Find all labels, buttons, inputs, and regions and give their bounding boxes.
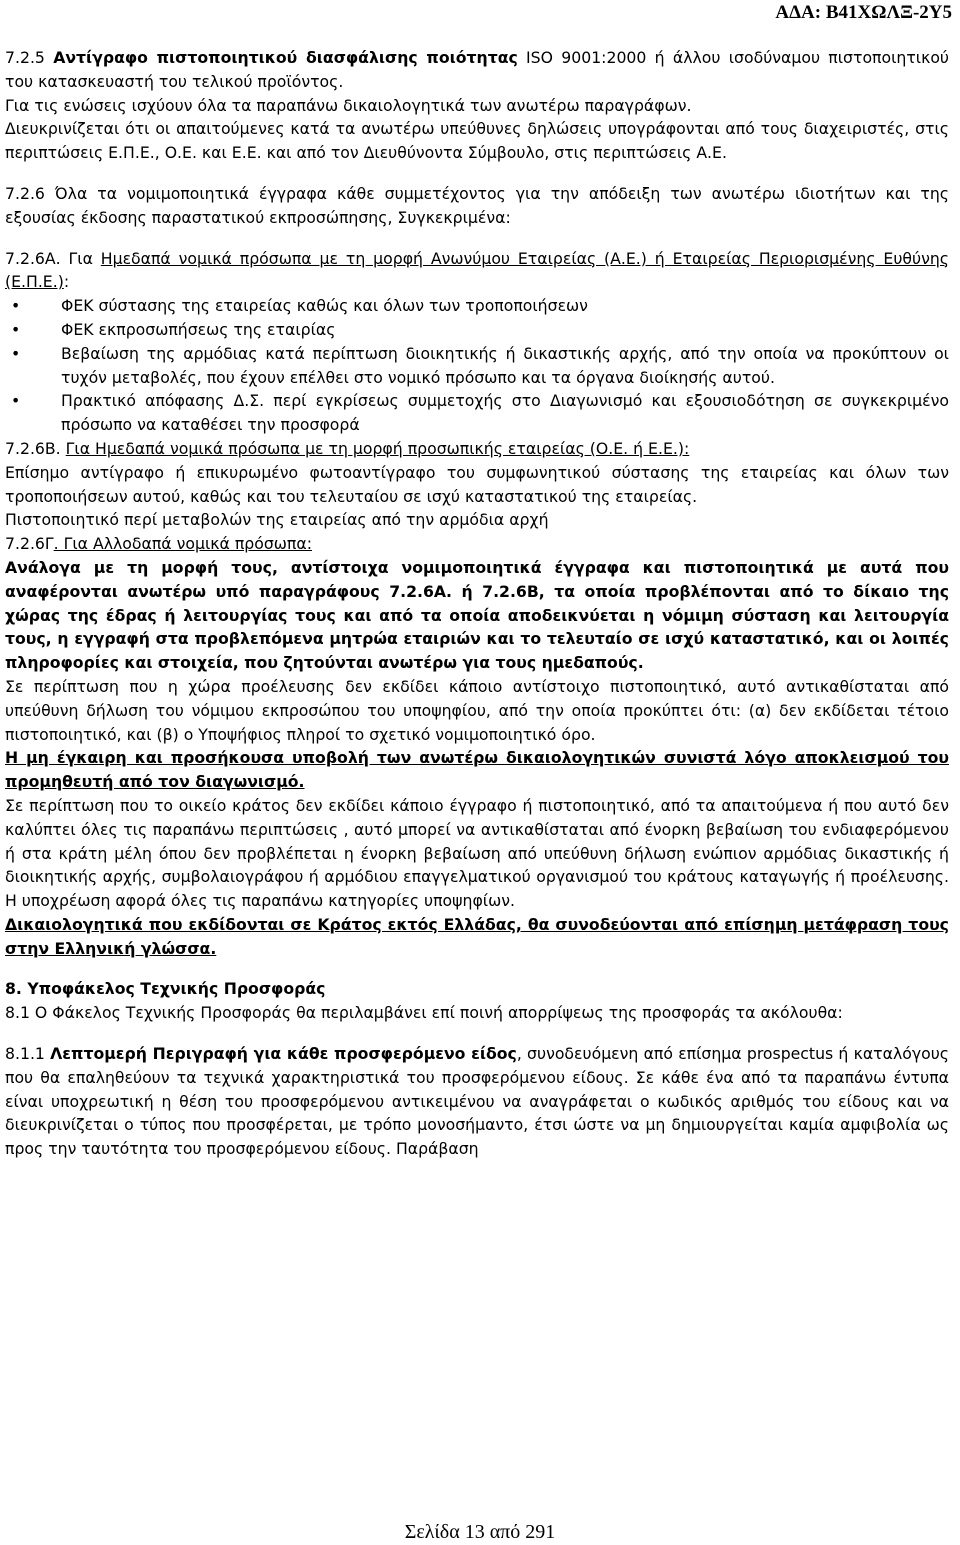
paragraph-no-certificate: Σε περίπτωση που η χώρα προέλευσης δεν εκδίδει κάποιο αντίστοιχο πιστοποιητικό, αυτό αντικαθίσταται από υπεύθυνη δήλωση του νόμιμου εκπροσώπου του υποψηφίου, από την οποία προκύπτει ότι: (α) δεν εκδίδεται τέτοιο πιστοποιητικό, και (β) ο Υποψήφιος πληροί το σχετικό νομιμοποιητικό όρο. [5, 676, 949, 744]
section-7-2-6a [5, 247, 949, 295]
exclusion-warning: Η μη έγκαιρη και προσήκουσα υποβολή των ανωτέρω δικαιολογητικών συνιστά λόγο αποκλεισμού του προμηθευτή από τον διαγωνισμό. [5, 748, 949, 792]
list-item: • Πρακτικό απόφασης Δ.Σ. περί εγκρίσεως συμμετοχής στο Διαγωνισμό και εξουσιοδότηση σε συγκεκριμένο πρόσωπο να καταθέσει την προσφορά [5, 389, 949, 437]
translation-requirement: Δικαιολογητικά που εκδίδονται σε Κράτος εκτός Ελλάδας, θα συνοδεύονται από επίσημη μετάφραση τους στην Ελληνική γλώσσα. [5, 914, 949, 958]
paragraph-foreign-entities: Ανάλογα με τη μορφή τους, αντίστοιχα νομιμοποιητικά έγγραφα και πιστοποιητικά με αυτά που αναφέρονται ανωτέρω υπό παραγράφους 7.2.6Α. ή 7.2.6Β, τα οποία προβλέπονται από το δίκαιο της χώρας της έδρας ή λειτουργίας τους και από τα οποία αποδεικνύεται η νόμιμη σύσταση και λειτουργία τους, η εγγραφή στα προβλεπόμενα μητρώα εταιριών και το τελευταίο σε ισχύ καταστατικό, και οι λοιπές πληροφορίες και στοιχεία, που ζητούνται ανωτέρω για τους ημεδαπούς. [5, 557, 949, 673]
paragraph-changes-certificate: Πιστοποιητικό περί μεταβολών της εταιρείας από την αρμόδια αρχή [5, 510, 549, 530]
section-number: 7.2.5 [5, 48, 54, 67]
section-text: ISO 9001:2000 ή άλλου ισοδύναμου πιστοποιητικού του κατασκευαστή του τελικού προϊόντος. [5, 48, 950, 91]
section-7-2-6g [5, 532, 949, 556]
ada-code: ΑΔΑ: Β41ΧΩΛΞ-2Υ5 [775, 2, 952, 23]
list-item: • Βεβαίωση της αρμόδιας κατά περίπτωση διοικητικής ή δικαστικής αρχής, από την οποία να προκύπτουν οι τυχόν μεταβολές, που έχουν επέλθει στο νομικό πρόσωπο και τα όργανα διοίκησής αυτού. [5, 342, 949, 390]
section-prefix: 7.2.6Α. Για [5, 248, 101, 268]
list-item: • ΦΕΚ σύστασης της εταιρείας καθώς και όλων των τροποποιήσεων [5, 294, 949, 318]
section-8-title: 8. Υποφάκελος Τεχνικής Προσφοράς [5, 979, 326, 999]
section-prefix: 7.2.6Γ [5, 534, 54, 554]
section-heading: Λεπτομερή Περιγραφή για κάθε προσφερόμενο είδος [50, 1044, 517, 1064]
section-prefix: 7.2.6Β. [5, 438, 66, 458]
requirements-list [5, 294, 949, 437]
section-7-2-6b [5, 437, 949, 461]
section-suffix: : [63, 272, 70, 292]
paragraph-unions: Για τις ενώσεις ισχύουν όλα τα παραπάνω δικαιολογητικά των ανωτέρω παραγράφων. [5, 95, 692, 115]
section-heading: Ημεδαπά νομικά πρόσωπα με τη μορφή Ανωνύμου Εταιρείας (Α.Ε.) ή Εταιρείας Περιορισμένης Ευθύνης (Ε.Π.Ε.) [5, 248, 949, 292]
section-8-1-1 [5, 1042, 949, 1161]
section-8-1: 8.1 Ο Φάκελος Τεχνικής Προσφοράς θα περιλαμβάνει επί ποινή απορρίψεως της προσφοράς τα ακόλουθα: [5, 1003, 843, 1023]
section-number: 8.1.1 [5, 1044, 51, 1064]
section-heading: Αντίγραφο πιστοποιητικού διασφάλισης ποιότητας [53, 48, 518, 67]
page-number: Σελίδα 13 από 291 [404, 1521, 556, 1543]
section-heading: Για Ημεδαπά νομικά πρόσωπα με τη μορφή προσωπικής εταιρείας (Ο.Ε. ή Ε.Ε.): [65, 438, 690, 458]
section-7-2-5 [5, 46, 949, 94]
list-item: • ΦΕΚ εκπροσωπήσεως της εταιρίας [5, 318, 949, 342]
document-body [5, 46, 949, 1161]
section-text: , συνοδευόμενη από επίσημα prospectus ή καταλόγους που θα επαληθεύουν τα τεχνικά χαρακτηριστικά του προσφερόμενου είδους. Σε κάθε ένα από τα παραπάνω έντυπα είναι υποχρεωτική η θέση του προσφερόμενου αντικειμένου να αναγράφεται ο κωδικός αριθμός του είδους και να διευκρινίζεται ο τύπος που προσφέρεται, με τρόπο μονοσήμαντο, έτσι ώστε να μη δημιουργείται καμία αμφιβολία ως προς την ταυτότητα του προσφερόμενου είδους. Παράβαση [5, 1044, 950, 1159]
section-7-2-6: 7.2.6 Όλα τα νομιμοποιητικά έγγραφα κάθε συμμετέχοντος για την απόδειξη των ανωτέρω ιδιοτήτων και της εξουσίας έκδοσης παραστατικού εκπροσώπησης, Συγκεκριμένα: [5, 183, 949, 227]
section-heading: . Για Αλλοδαπά νομικά πρόσωπα: [53, 534, 312, 554]
paragraph-partnership-deed: Επίσημο αντίγραφο ή επικυρωμένο φωτοαντίγραφο του συμφωνητικού σύστασης της εταιρείας και όλων των τροποποιήσεων αυτού, καθώς και του τελευταίου σε ισχύ καταστατικού της εταιρείας. [5, 462, 949, 506]
paragraph-clarification: Διευκρινίζεται ότι οι απαιτούμενες κατά τα ανωτέρω υπεύθυνες δηλώσεις υπογράφονται από τους διαχειριστές, στις περιπτώσεις Ε.Π.Ε., Ο.Ε. και Ε.Ε. και από τον Διευθύνοντα Σύμβουλο, στις περιπτώσεις Α.Ε. [5, 119, 949, 163]
paragraph-sworn-statement: Σε περίπτωση που το οικείο κράτος δεν εκδίδει κάποιο έγγραφο ή πιστοποιητικό, από τα απαιτούμενα ή που αυτό δεν καλύπτει όλες τις παραπάνω περιπτώσεις , αυτό μπορεί να αντικαθίσταται από ένορκη βεβαίωση του ενδιαφερόμενου ή στα κράτη μέλη όπου δεν προβλέπεται η ένορκη βεβαίωση από υπεύθυνη δήλωση ενώπιον αρμόδιας δικαστικής ή διοικητικής αρχής, συμβολαιογράφου ή αρμόδιου επαγγελματικού οργανισμού του κράτους καταγωγής ή προέλευσης. Η υποχρέωση αφορά όλες τις παραπάνω κατηγορίες υποψηφίων. [5, 795, 949, 911]
